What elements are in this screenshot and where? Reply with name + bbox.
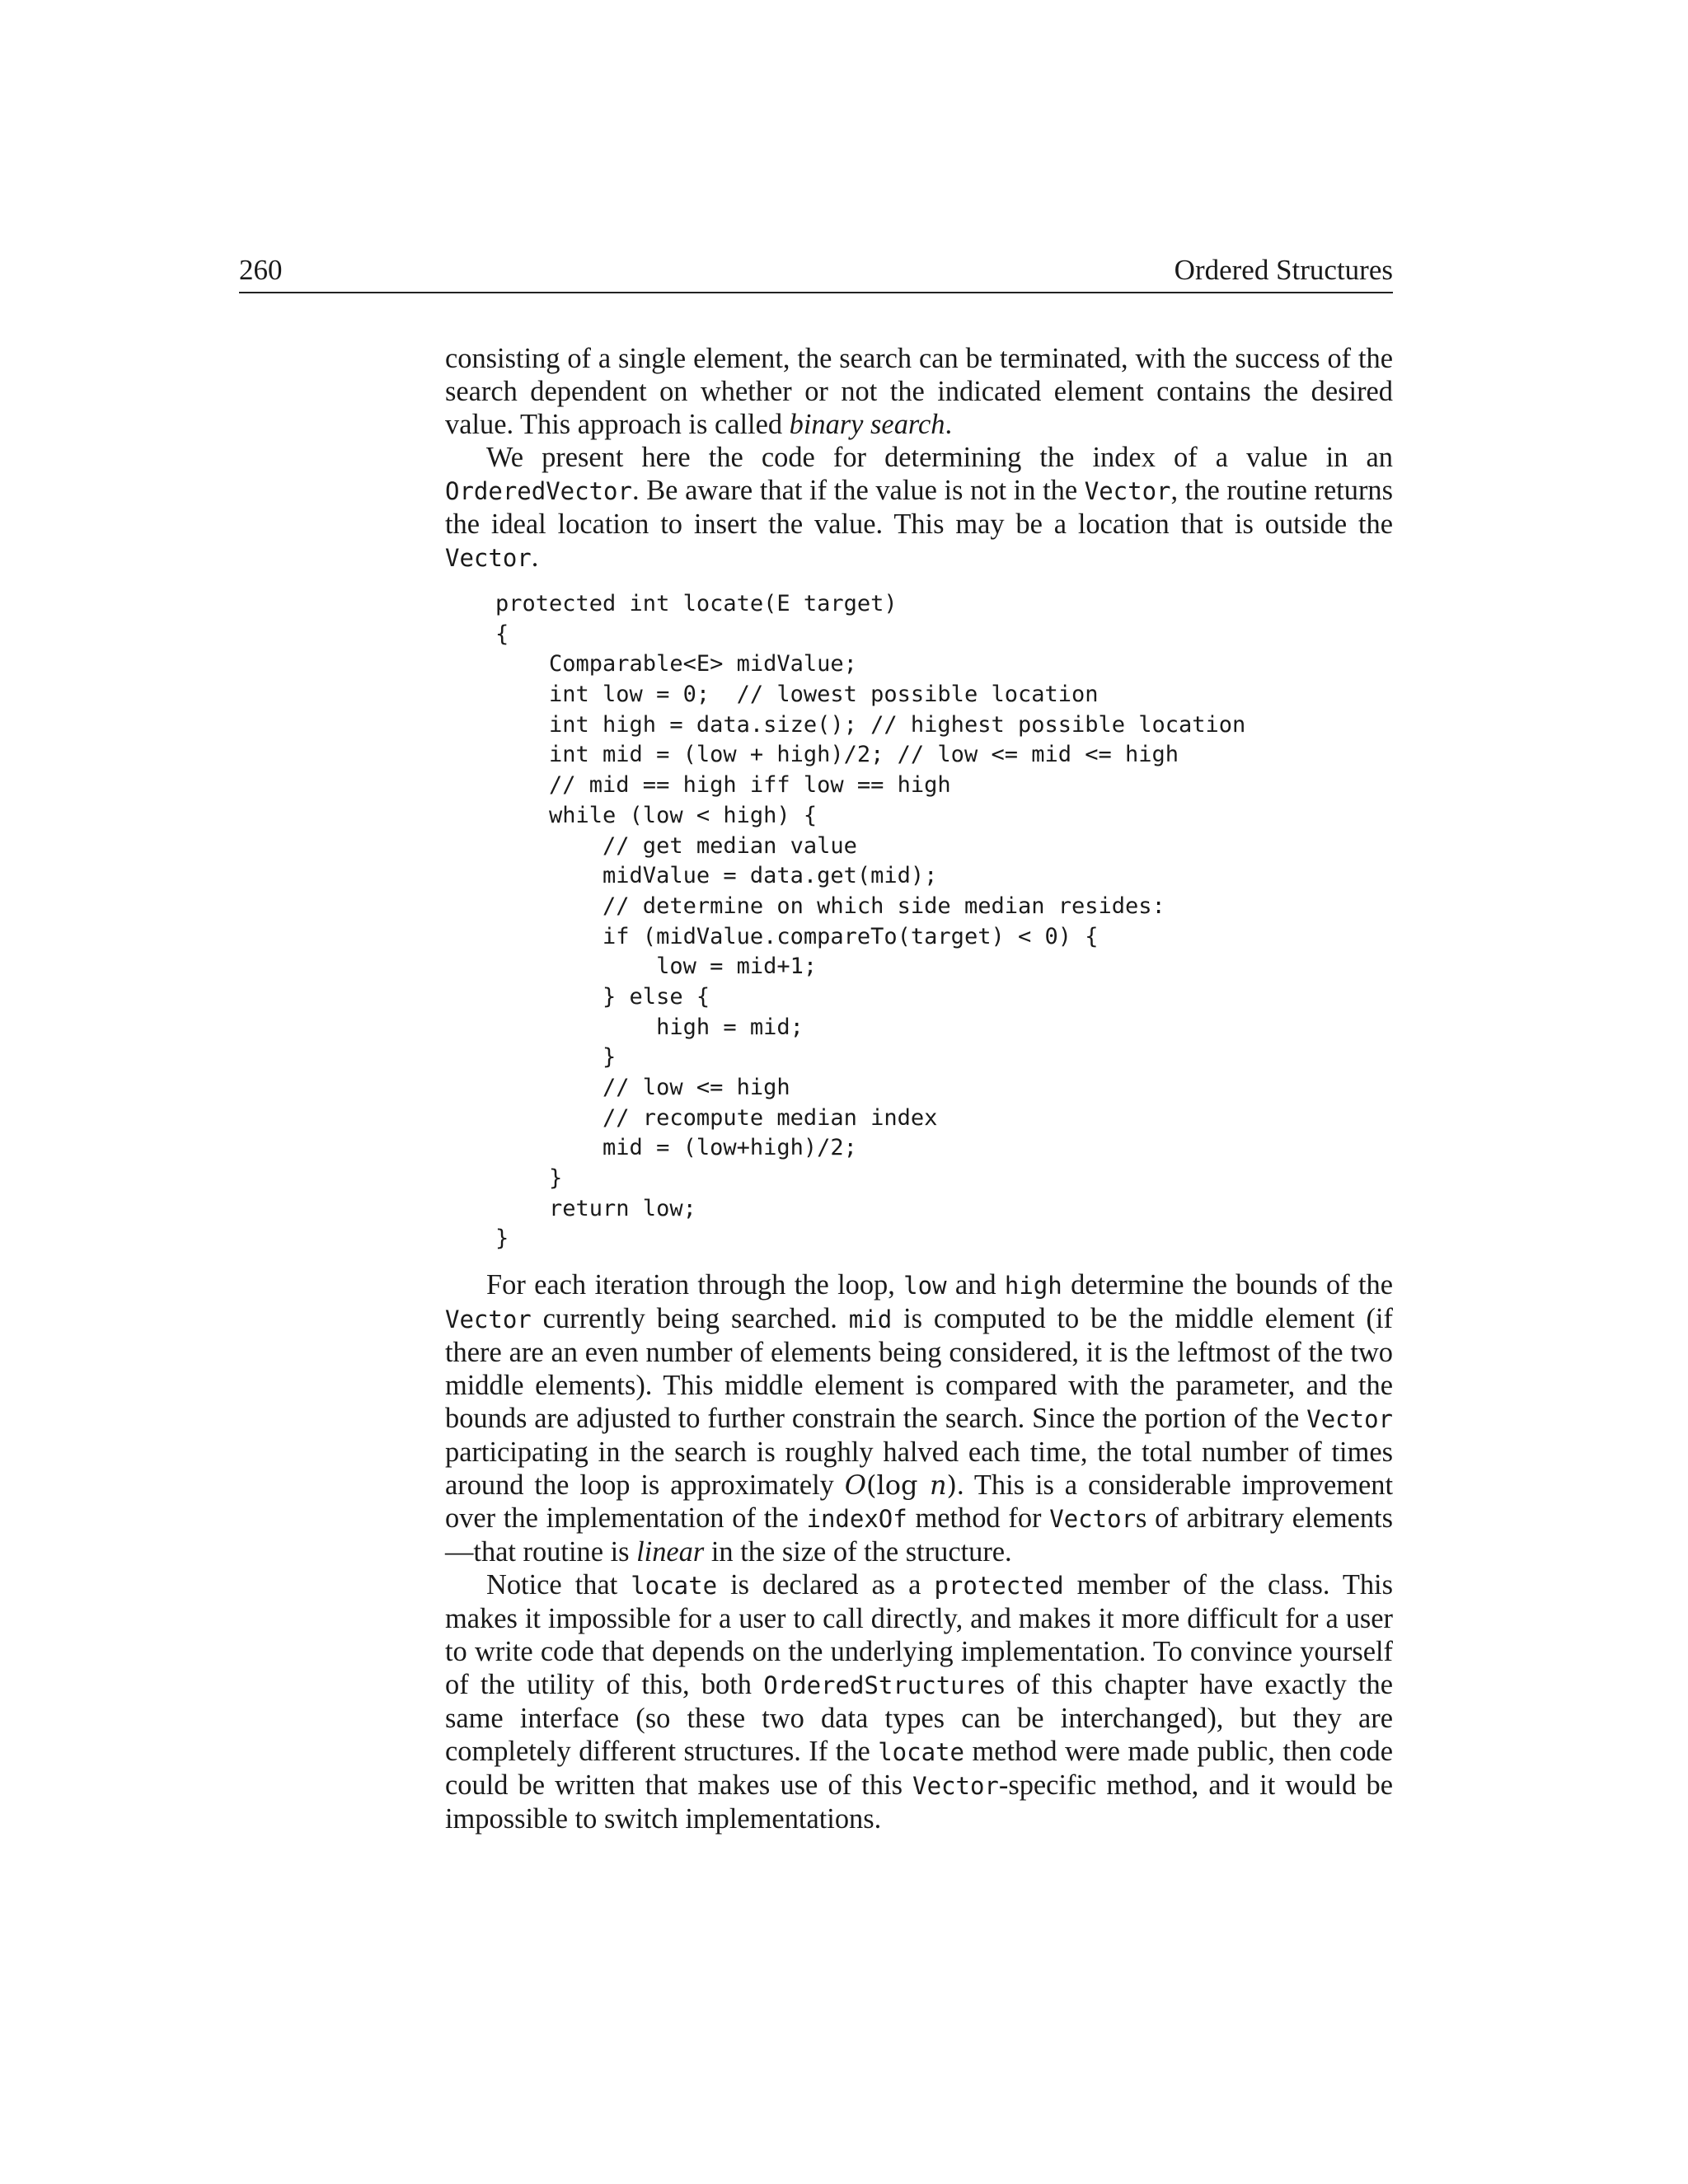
inline-code: OrderedStructure <box>763 1671 994 1699</box>
code-line: while (low < high) { <box>495 802 818 828</box>
text-run: and <box>946 1269 1005 1301</box>
text-run: We present here the code for determining the index of a value in an <box>486 442 1393 473</box>
code-line: } else { <box>495 983 710 1010</box>
inline-code: Vector <box>1049 1505 1137 1533</box>
code-line: // mid == high iff low == high <box>495 772 951 799</box>
text-run: . Be aware that if the value is not in the <box>631 475 1085 506</box>
text-run: is declared as a <box>717 1569 935 1601</box>
term-emphasis: binary search <box>789 409 945 440</box>
math-symbol: (log <box>865 1469 930 1501</box>
paragraph-loop-explanation <box>445 1268 1393 1568</box>
inline-code: Vector <box>445 1305 532 1333</box>
text-run: consisting of a single element, the search can be terminated, with the success of the search dependent on whether or not the indicated element contains the desired value. This approach is called <box>445 343 1393 440</box>
inline-code: locate <box>878 1738 964 1766</box>
text-run: is computed to be the middle element (if there are an even number of elements being considered, it is the leftmost of the two middle elements). This middle element is compared with the parameter, and the bounds are adjusted to further constrain the search. Since the portion of the <box>445 1303 1393 1434</box>
inline-code: Vector <box>912 1772 999 1800</box>
inline-code: Vector <box>1084 477 1171 505</box>
discussion-text <box>445 1268 1393 1835</box>
code-line: protected int locate(E target) <box>495 591 898 616</box>
inline-code: locate <box>631 1572 718 1600</box>
math-expression <box>845 1469 957 1501</box>
text-run: , the routine returns the ideal location to insert the value. This may be a location that is outside the <box>445 475 1393 540</box>
code-line: if (midValue.compareTo(target) < 0) { <box>495 923 1099 949</box>
text-run: . <box>945 409 953 440</box>
intro-text <box>445 342 1393 574</box>
inline-code: high <box>1004 1272 1062 1300</box>
text-run: currently being searched. <box>531 1303 849 1334</box>
code-line: { <box>495 621 509 647</box>
text-run: in the size of the structure. <box>704 1536 1012 1568</box>
code-line: } <box>495 1226 509 1252</box>
code-line: // determine on which side median resides: <box>495 893 1165 919</box>
running-header <box>239 254 1393 293</box>
text-run: participating in the search is roughly halved each time, the total number of times around the loop is approximately <box>445 1436 1393 1501</box>
text-run: s of arbitrary elements—that routine is <box>445 1502 1393 1568</box>
code-line: return low; <box>495 1195 696 1221</box>
code-line: int low = 0; // lowest possible location <box>495 682 1099 708</box>
code-line: } <box>495 1044 617 1071</box>
code-line: int mid = (low + high)/2; // low <= mid <= high <box>495 742 1179 768</box>
text-run: . <box>531 541 539 573</box>
text-run: member of the class. This makes it impossible for a user to call directly, and makes it more difficult for a user to write code that depends on the underlying implementation. To convince yourself of the utility of this, both <box>445 1569 1393 1700</box>
paragraph-binary-search <box>445 342 1393 441</box>
code-line: } <box>495 1165 563 1192</box>
code-listing <box>495 589 1245 1254</box>
text-run: method were made public, then code could be written that makes use of this <box>445 1736 1394 1801</box>
inline-code: Vector <box>1306 1405 1393 1433</box>
code-line: // recompute median index <box>495 1104 938 1131</box>
code-line: // get median value <box>495 832 857 859</box>
inline-code: indexOf <box>806 1505 907 1533</box>
code-line: midValue = data.get(mid); <box>495 863 938 889</box>
text-run: -specific method, and it would be impossible to switch implementations. <box>445 1769 1394 1835</box>
inline-code: low <box>903 1272 947 1300</box>
text-run: Notice that <box>486 1569 631 1601</box>
inline-code: protected <box>934 1572 1064 1600</box>
math-symbol: O <box>844 1469 866 1501</box>
text-run: For each iteration through the loop, <box>486 1269 904 1301</box>
inline-code: OrderedVector <box>445 477 632 505</box>
inline-code: Vector <box>445 544 532 572</box>
paragraph-code-intro <box>445 441 1393 574</box>
text-run: . This is a considerable improvement over the implementation of the <box>445 1469 1394 1534</box>
text-run: s of this chapter have exactly the same interface (so these two data types can be interchanged), but they are completely different structures. If the <box>445 1669 1393 1767</box>
code-line: mid = (low+high)/2; <box>495 1135 857 1161</box>
text-run: determine the bounds of the <box>1062 1269 1393 1301</box>
term-emphasis: linear <box>636 1536 705 1568</box>
code-line: high = mid; <box>495 1014 804 1040</box>
chapter-title: Ordered Structures <box>1174 254 1393 286</box>
math-symbol: n <box>929 1469 947 1501</box>
code-line: low = mid+1; <box>495 954 818 980</box>
code-line: // low <= high <box>495 1075 790 1100</box>
inline-code: mid <box>848 1305 893 1333</box>
math-symbol: ) <box>946 1469 958 1501</box>
page-number: 260 <box>239 254 283 286</box>
paragraph-protected-locate <box>445 1568 1393 1835</box>
code-line: Comparable<E> midValue; <box>495 651 857 677</box>
code-line: int high = data.size(); // highest possible location <box>495 711 1246 738</box>
text-run: method for <box>907 1502 1050 1534</box>
